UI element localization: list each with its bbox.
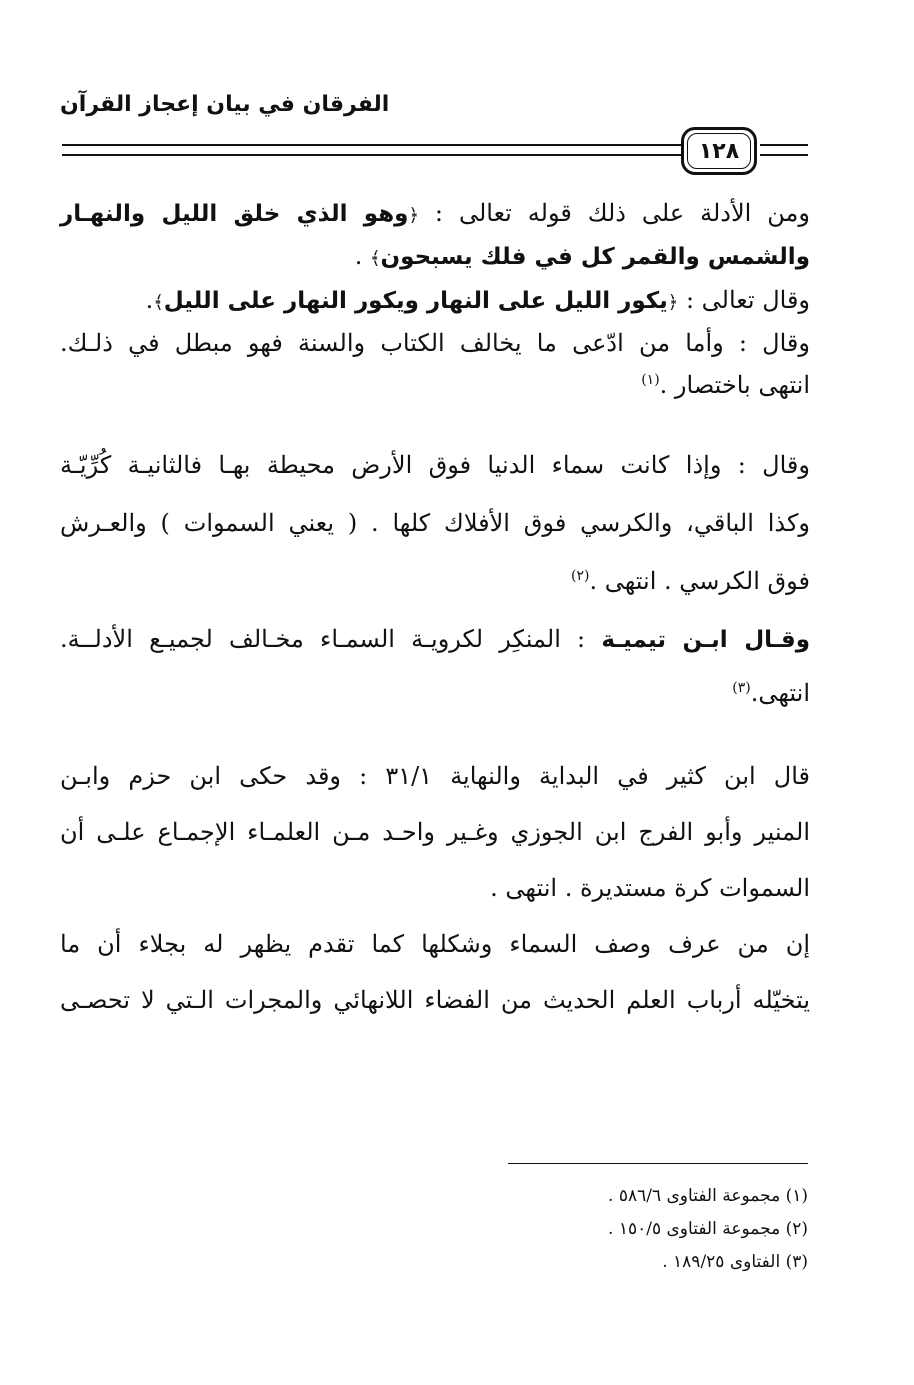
quran-verse: وهو الذي خلق الليل والنهـار [60,201,409,227]
header-rule-right-top [760,144,808,146]
main-text [60,192,810,1028]
page-number: ١٢٨ [687,133,751,169]
footnote-ref: (١) [641,372,660,388]
header-rule-right-bottom [760,154,808,156]
quran-bracket-open: ﴿ [667,292,679,313]
footnote-1: (١) مجموعة الفتاوى ٥٨٦/٦ . [608,1186,808,1206]
footnotes [400,1180,808,1279]
text-line: والشمس والقمر كل في فلك يسبحون﴾ . [354,242,810,270]
footnote-ref: (٢) [571,568,590,584]
header-rule-bottom [62,154,682,156]
spacer [60,406,810,436]
text-line: انتهى باختصار .$^{(١)}$ [641,371,810,399]
text-line: قال ابن كثير في البداية والنهاية ٣١/١ : وقد حكى ابن حزم وابـن [60,762,810,790]
page-number-badge [681,127,757,175]
text-line: ومن الأدلة على ذلك قوله تعالى : ﴿وهو الذي خلق الليل والنهـار [60,199,810,227]
quran-bracket-close: ﴾ [153,292,164,313]
text-line: وكذا الباقي، والكرسي فوق الأفلاك كلها . ( يعني السموات ) والعـرش [60,509,810,537]
footnote-3: (٣) الفتاوى ١٨٩/٢٥ . [662,1252,808,1272]
text-line: انتهى.$^{(٣)}$ [732,679,810,707]
spacer [60,718,810,748]
text-line: وقال تعالى : ﴿يكور الليل على النهار ويكور النهار على الليل﴾. [145,286,810,314]
footnote-divider [508,1163,808,1164]
quran-bracket-open: ﴿ [408,205,419,226]
quran-verse: يكور الليل على النهار ويكور النهار على الليل [163,288,668,314]
quran-bracket-close: ﴾ [370,248,381,269]
text-line: يتخيّله أرباب العلم الحديث من الفضاء اللانهائي والمجرات الـتي لا تحصـى [60,986,810,1014]
footnote-ref: (٣) [732,680,751,696]
running-header-title: الفرقان في بيان إعجاز القرآن [60,92,390,117]
quran-verse: والشمس والقمر كل في فلك يسبحون [380,244,810,270]
text-line: وقال : وأما من ادّعى ما يخالف الكتاب والسنة فهو مبطل في ذلـك. [60,329,810,357]
header-rule-top [62,144,682,146]
footnote-2: (٢) مجموعة الفتاوى ١٥٠/٥ . [608,1219,808,1239]
text-line: وقال : وإذا كانت سماء الدنيا فوق الأرض محيطة بهـا فالثانيـة كُرِّيّـة [60,451,810,479]
speaker-name: وقـال ابـن تيميـة [601,627,811,653]
text-line: المنير وأبو الفرج ابن الجوزي وغـير واحـد مـن العلمـاء الإجمـاع علـى أن [60,818,810,846]
text-line: فوق الكرسي . انتهى .$^{(٢)}$ [571,567,810,595]
text-line: إن من عرف وصف السماء وشكلها كما تقدم يظهر له بجلاء أن ما [60,930,810,958]
text-line: وقـال ابـن تيميـة : المنكِر لكرويـة السمـاء مخـالف لجميـع الأدلــة. [60,625,811,653]
text-line: السموات كرة مستديرة . انتهى . [490,874,810,902]
